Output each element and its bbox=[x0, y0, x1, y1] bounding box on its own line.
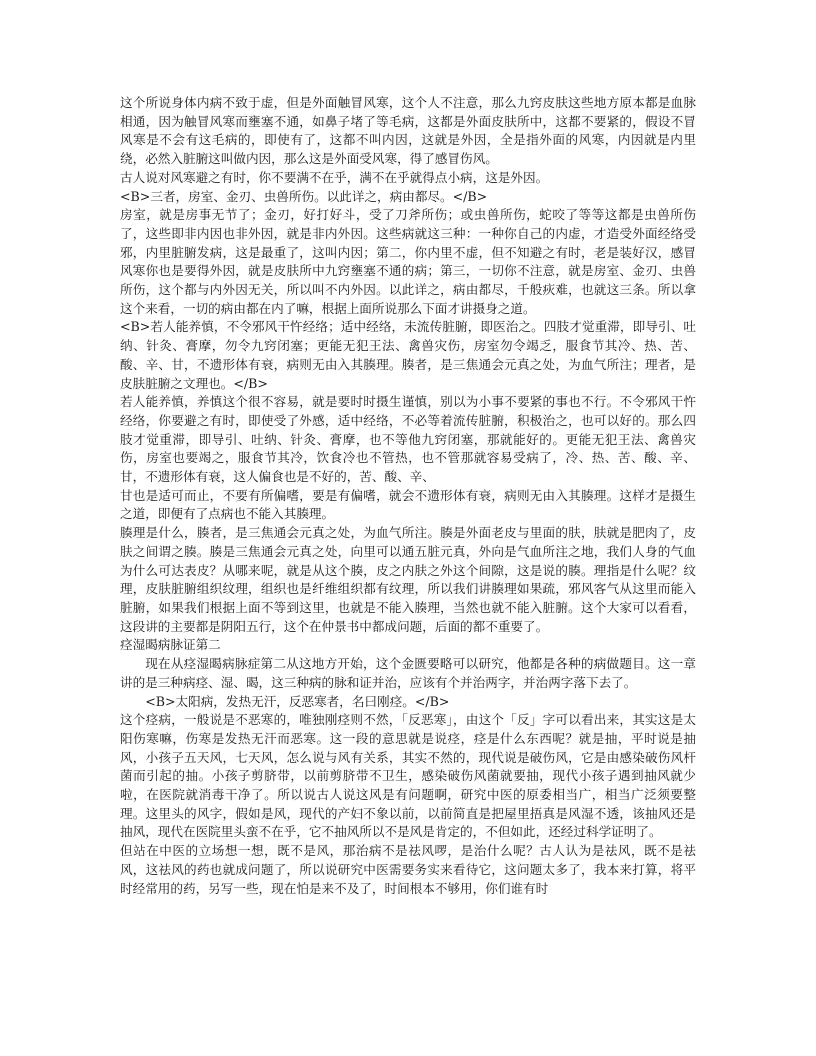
body-paragraph-2: 古人说对风寒避之有时，你不要满不在乎，满不在乎就得点小病，这是外因。 bbox=[120, 169, 549, 185]
classic-quote-paragraph: <B>三者，房室、金刃、虫兽所伤。以此详之，病由都尽。</B> bbox=[120, 188, 488, 204]
body-paragraph-7: 现在从痉湿暍病脉症第二从这地方开始，这个金匮要略可以研究，他都是各种的病做题目。这一章讲的是三种病痉、湿、暍，这三种病的脉和证并治，应该有个并治两字，并治两字落下去了。 bbox=[120, 656, 696, 690]
body-paragraph-4: 若人能养慎，养慎这个很不容易，就是要时时摄生谨慎，别以为小事不要紧的事也不行。不令邪风干忤经络，你要避之有时，即使受了外感，适中经络，不必等着流传脏腑，积极治之，也可以好的。那么四肢才觉重滞，即导引、吐纳、针灸、膏摩，也不等他九窍闭塞，那就能好的。更能无犯王法、禽兽灾伤，房室也要竭之，服食节其冷，饮食冷也不管热，也不管那就容易受病了，冷、热、苦、酸、辛、甘，不遗形体有衰，这人偏食也是不好的，苦、酸、辛、 bbox=[120, 394, 696, 485]
classic-quote-paragraph: <B>太阳病，发热无汗，反恶寒者，名曰刚痉。</B> bbox=[145, 693, 450, 709]
body-paragraph-3: 房室，就是房事无节了；金刃，好打好斗，受了刀斧所伤；或虫兽所伤，蛇咬了等等这都是虫兽所伤了，这些即非内因也非外因，就是非内外因。这些病就这三种：一种你自己的内虚，才造受外面经络受邪，内里脏腑发病，这是最重了，这叫内因；第二，你内里不虚，但不知避之有时，老是装好汉，感冒风寒你也是要得外因，就是皮肤所中九窍壅塞不通的病；第三，一切你不注意，就是房室、金刃、虫兽所伤，这个都与内外因无关，所以叫不内外因。以此详之，病由都尽，千般疢难，也就这三条。所以拿这个来看，一切的病由都在内了嘛，根据上面所说那么下面才讲摄身之道。 bbox=[120, 207, 696, 316]
body-paragraph-9: 但站在中医的立场想一想，既不是风，那治病不是祛风啰，是治什么呢？古人认为是祛风，既不是祛风，这祛风的药也就成问题了，所以说研究中医需要务实来看待它，这问题太多了，我本来打算，将平时经常用的药，另写一些，现在怕是来不及了，时间根本不够用，你们谁有时 bbox=[120, 843, 696, 896]
document-page bbox=[120, 94, 696, 898]
section-heading: 痉湿暍病脉证第二 bbox=[120, 637, 221, 653]
body-paragraph-8: 这个痉病，一般说是不恶寒的，唯独刚痉则不然，「反恶寒」，由这个「反」字可以看出来，其实这是太阳伤寒嘛，伤寒是发热无汗而恶寒。这一段的意思就是说痉，痉是什么东西呢？就是抽，平时说是抽风，小孩子五天风，七天风，怎么说与风有关系，其实不然的，现代说是破伤风，它是由感染破伤风杆菌而引起的抽。小孩子剪脐带，以前剪脐带不卫生，感染破伤风菌就要抽，现代小孩子遇到抽风就少啦，在医院就消毒干净了。所以说古人说这风是有问题啊，研究中医的原委相当广，相当广泛须要整理。这里头的风字，假如是风，现代的产妇不象以前，以前简直是把屋里捂真是风湿不透，该抽风还是抽风，现代在医院里头蛮不在乎，它不抽风所以不是风是肯定的，不但如此，还经过科学证明了。 bbox=[120, 712, 696, 840]
body-paragraph-5: 甘也是适可而止，不要有所偏嗜，要是有偏嗜，就会不遗形体有衰，病则无由入其腠理。这样才是摄生之道，即便有了点病也不能入其腠理。 bbox=[120, 487, 696, 522]
body-paragraph-1: 这个所说身体内病不致于虚，但是外面触冒风寒，这个人不注意，那么九窍皮肤这些地方原本都是血脉相通，因为触冒风寒而壅塞不通，如鼻子堵了等毛病，这都是外面皮肤所中，这都不要紧的，假设不冒风寒是不会有这毛病的，即使有了，这都不叫内因，这就是外因，全是指外面的风寒，内因就是内里绕，必然入脏腑这叫做内因，那么这是外面受风寒，得了感冒伤风。 bbox=[120, 95, 696, 167]
classic-quote-paragraph: <B>若人能养慎，不令邪风干忤经络；适中经络，未流传脏腑，即医治之。四肢才觉重滞，即导引、吐纳、针灸、膏摩，勿令九窍闭塞；更能无犯王法、禽兽灾伤，房室勿令竭乏，服食节其冷、热、苦、酸、辛、甘，不遗形体有衰，病则无由入其腠理。腠者，是三焦通会元真之处，为血气所注；理者，是皮肤脏腑之文理也。</B> bbox=[120, 319, 696, 391]
body-paragraph-6: 腠理是什么，腠者，是三焦通会元真之处，为血气所注。腠是外面老皮与里面的肤，肤就是肥肉了，皮肤之间谓之腠。腠是三焦通会元真之处，向里可以通五脏元真，外向是气血所注之地，我们人身的气血为什么可达表皮？从哪来呢，就是从这个腠，皮之内肤之外这个间隙，这是说的腠。理指是什么呢？纹理，皮肤脏腑组织纹理，组织也是纤维组织都有纹理，所以我们讲腠理如果疏，邪风客气从这里而能入脏腑，如果我们根据上面不等到这里，也就是不能入腠理，当然也就不能入脏腑。这个大家可以看看，这段讲的主要都是阴阳五行，这个在仲景书中都成问题，后面的都不重要了。 bbox=[120, 525, 696, 634]
